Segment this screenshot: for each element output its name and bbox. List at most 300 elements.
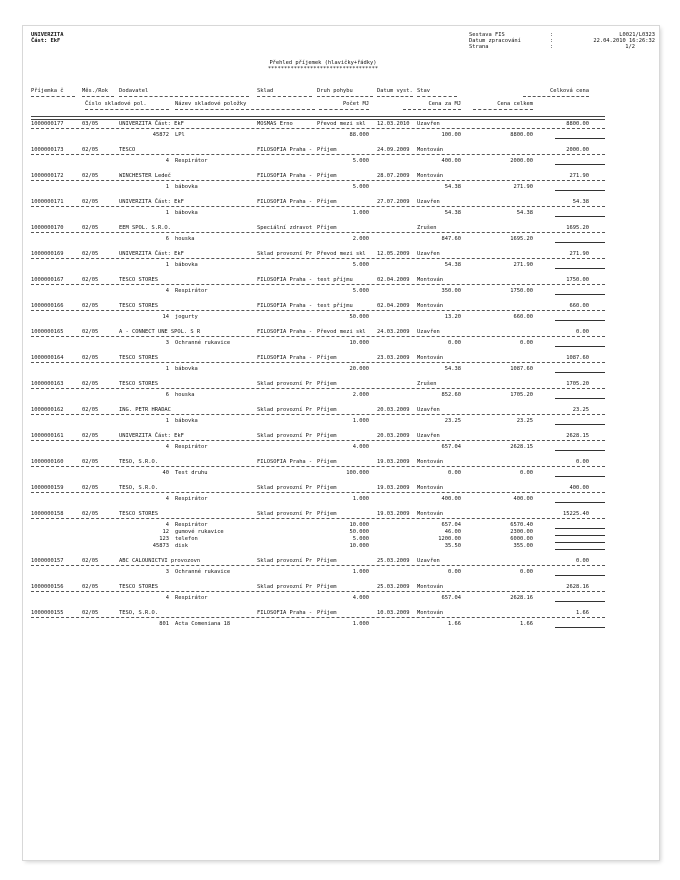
receipt-movement-type: Převod mezi skl bbox=[317, 251, 366, 257]
item-code: 14 bbox=[162, 314, 169, 320]
receipt-movement-type: Příjem bbox=[317, 199, 337, 205]
item-name: bábovka bbox=[175, 418, 198, 424]
item-unit-price: 54.38 bbox=[444, 262, 461, 268]
signature-line bbox=[555, 398, 605, 399]
receipt-movement-type: Příjem bbox=[317, 558, 337, 564]
receipt-supplier: ABC CALOUNICTVI provozovn bbox=[119, 558, 201, 564]
signature-line bbox=[555, 528, 605, 529]
receipt-movement-type: Příjem bbox=[317, 355, 337, 361]
signature-line bbox=[555, 164, 605, 165]
receipt-number: 1000000160 bbox=[31, 459, 64, 465]
receipt-movement-type: test příjmu bbox=[317, 277, 353, 283]
receipt-month-year: 02/05 bbox=[82, 225, 99, 231]
item-name: bábovka bbox=[175, 184, 198, 190]
header-underline bbox=[82, 96, 114, 97]
record-separator bbox=[31, 565, 605, 566]
receipt-number: 1000000172 bbox=[31, 173, 64, 179]
receipt-warehouse: FILOSOFIA Praha - bbox=[257, 459, 313, 465]
item-line-total: 400.00 bbox=[513, 496, 533, 502]
header-underline bbox=[31, 96, 75, 97]
item-unit-price: 350.00 bbox=[441, 288, 461, 294]
header-underline bbox=[417, 96, 457, 97]
receipt-total-price: 0.00 bbox=[576, 558, 589, 564]
item-unit-price: 35.50 bbox=[444, 543, 461, 549]
item-unit-price: 657.04 bbox=[441, 522, 461, 528]
item-name: telefon bbox=[175, 536, 198, 542]
item-quantity: 2.000 bbox=[352, 392, 369, 398]
receipt-status: Uzavřen bbox=[417, 199, 440, 205]
item-line-total: 271.90 bbox=[513, 184, 533, 190]
item-code: 1 bbox=[165, 262, 169, 268]
receipt-total-price: 400.00 bbox=[569, 485, 589, 491]
item-line-total: 271.90 bbox=[513, 262, 533, 268]
item-line-total: 660.00 bbox=[513, 314, 533, 320]
receipt-warehouse: Sklad provozní Pr bbox=[257, 485, 313, 491]
col-head-status: Stav bbox=[417, 88, 430, 94]
receipt-issue-date: 20.03.2009 bbox=[377, 433, 410, 439]
item-code: 12 bbox=[162, 529, 169, 535]
receipt-number: 1000000170 bbox=[31, 225, 64, 231]
item-quantity: 5.000 bbox=[352, 288, 369, 294]
item-line-total: 6570.40 bbox=[510, 522, 533, 528]
header-underline bbox=[175, 109, 315, 110]
header-double-rule bbox=[31, 116, 605, 120]
record-separator bbox=[31, 206, 605, 207]
header-underline bbox=[85, 109, 169, 110]
receipt-issue-date: 24.09.2009 bbox=[377, 147, 410, 153]
receipt-total-price: 23.25 bbox=[572, 407, 589, 413]
signature-line bbox=[555, 450, 605, 451]
item-quantity: 5.000 bbox=[352, 184, 369, 190]
receipt-issue-date: 19.03.2009 bbox=[377, 511, 410, 517]
meta-label-page: Strana bbox=[469, 44, 489, 50]
receipt-supplier: UNIVERZITA Část: EkF bbox=[119, 251, 184, 257]
item-name: disk bbox=[175, 543, 188, 549]
receipt-supplier: TESCO STORES bbox=[119, 277, 158, 283]
item-quantity: 10.000 bbox=[349, 543, 369, 549]
meta-colon: : bbox=[550, 44, 554, 50]
record-separator bbox=[31, 617, 605, 618]
record-separator bbox=[31, 414, 605, 415]
receipt-warehouse: Sklad provozní Pr bbox=[257, 407, 313, 413]
item-quantity: 4.000 bbox=[352, 595, 369, 601]
receipt-warehouse: FILOSOFIA Praha - bbox=[257, 355, 313, 361]
receipt-total-price: 1.66 bbox=[576, 610, 589, 616]
item-code: 123 bbox=[159, 536, 169, 542]
header-underline bbox=[403, 109, 461, 110]
item-line-total: 1705.20 bbox=[510, 392, 533, 398]
receipt-total-price: 2628.15 bbox=[566, 433, 589, 439]
receipt-movement-type: Příjem bbox=[317, 485, 337, 491]
header-underline bbox=[377, 96, 413, 97]
org-dept: Část: EkF bbox=[31, 38, 61, 44]
signature-line bbox=[555, 294, 605, 295]
col-head-supplier: Dodavatel bbox=[119, 88, 149, 94]
receipt-warehouse: Sklad provozní Pr bbox=[257, 433, 313, 439]
col-head-issue-date: Datum vyst. bbox=[377, 88, 413, 94]
receipt-total-price: 54.38 bbox=[572, 199, 589, 205]
receipt-total-price: 0.00 bbox=[576, 329, 589, 335]
signature-line bbox=[555, 138, 605, 139]
receipt-month-year: 02/05 bbox=[82, 199, 99, 205]
header-underline bbox=[319, 109, 369, 110]
receipt-movement-type: Příjem bbox=[317, 147, 337, 153]
item-name: houska bbox=[175, 392, 195, 398]
receipt-month-year: 02/05 bbox=[82, 329, 99, 335]
item-unit-price: 0.00 bbox=[448, 569, 461, 575]
item-quantity: 10.000 bbox=[349, 340, 369, 346]
receipt-number: 1000000162 bbox=[31, 407, 64, 413]
receipt-issue-date: 28.07.2009 bbox=[377, 173, 410, 179]
receipt-total-price: 1750.00 bbox=[566, 277, 589, 283]
receipt-month-year: 02/05 bbox=[82, 251, 99, 257]
receipt-supplier: ING. PETR HRADAC bbox=[119, 407, 171, 413]
receipt-number: 1000000166 bbox=[31, 303, 64, 309]
receipt-number: 1000000173 bbox=[31, 147, 64, 153]
record-separator bbox=[31, 492, 605, 493]
receipt-month-year: 03/05 bbox=[82, 121, 99, 127]
item-unit-price: 46.00 bbox=[444, 529, 461, 535]
receipt-supplier: UNIVERZITA Část: EkF bbox=[119, 121, 184, 127]
meta-processed-date: 22.04.2010 16:26:32 bbox=[593, 38, 655, 44]
receipt-month-year: 02/05 bbox=[82, 610, 99, 616]
receipt-supplier: A - CONNECT UNE SPOL. S R bbox=[119, 329, 201, 335]
signature-line bbox=[555, 601, 605, 602]
receipt-number: 1000000159 bbox=[31, 485, 64, 491]
item-unit-price: 847.60 bbox=[441, 236, 461, 242]
receipt-supplier: TESO, S.R.O. bbox=[119, 485, 158, 491]
receipt-total-price: 1695.20 bbox=[566, 225, 589, 231]
receipt-supplier: WINCHESTER Ledeč bbox=[119, 173, 171, 179]
record-separator bbox=[31, 180, 605, 181]
item-code: 4 bbox=[165, 595, 169, 601]
item-quantity: 88.000 bbox=[349, 132, 369, 138]
report-page bbox=[23, 26, 659, 860]
receipt-month-year: 02/05 bbox=[82, 407, 99, 413]
receipt-supplier: UNIVERZITA Část: EkF bbox=[119, 433, 184, 439]
col-head-item-name: Název skladové položky bbox=[175, 101, 247, 107]
header-underline bbox=[473, 109, 533, 110]
item-unit-price: 54.38 bbox=[444, 184, 461, 190]
signature-line bbox=[555, 476, 605, 477]
receipt-number: 1000000158 bbox=[31, 511, 64, 517]
receipt-status: Zrušen bbox=[417, 381, 437, 387]
item-name: jogurty bbox=[175, 314, 198, 320]
item-unit-price: 0.00 bbox=[448, 470, 461, 476]
signature-line bbox=[555, 535, 605, 536]
signature-line bbox=[555, 346, 605, 347]
item-line-total: 6000.00 bbox=[510, 536, 533, 542]
receipt-issue-date: 24.03.2009 bbox=[377, 329, 410, 335]
receipt-total-price: 15225.40 bbox=[563, 511, 589, 517]
item-code: 40 bbox=[162, 470, 169, 476]
col-head-quantity: Počet MJ bbox=[343, 101, 369, 107]
receipt-status: Uzavřen bbox=[417, 121, 440, 127]
col-head-month-year: Měs./Rok bbox=[82, 88, 108, 94]
signature-line bbox=[555, 424, 605, 425]
item-unit-price: 657.04 bbox=[441, 595, 461, 601]
record-separator bbox=[31, 284, 605, 285]
receipt-movement-type: Převod mezi skl bbox=[317, 329, 366, 335]
receipt-supplier: TESCO bbox=[119, 147, 136, 153]
receipt-movement-type: Příjem bbox=[317, 511, 337, 517]
item-line-total: 2628.16 bbox=[510, 595, 533, 601]
meta-label-date: Datum zpracování bbox=[469, 38, 521, 44]
receipt-total-price: 271.90 bbox=[569, 251, 589, 257]
receipt-month-year: 02/05 bbox=[82, 147, 99, 153]
receipt-warehouse: Sklad provozní Pr bbox=[257, 558, 313, 564]
item-code: 45873 bbox=[152, 543, 169, 549]
item-name: Test druhu bbox=[175, 470, 208, 476]
record-separator bbox=[31, 362, 605, 363]
receipt-supplier: EEM SPOL. S.R.O. bbox=[119, 225, 171, 231]
item-unit-price: 100.00 bbox=[441, 132, 461, 138]
receipt-supplier: TESCO STORES bbox=[119, 381, 158, 387]
item-unit-price: 852.60 bbox=[441, 392, 461, 398]
receipt-status: Montován bbox=[417, 584, 443, 590]
receipt-month-year: 02/05 bbox=[82, 459, 99, 465]
item-unit-price: 13.20 bbox=[444, 314, 461, 320]
receipt-month-year: 02/05 bbox=[82, 485, 99, 491]
item-line-total: 1087.60 bbox=[510, 366, 533, 372]
receipt-movement-type: Příjem bbox=[317, 433, 337, 439]
record-separator bbox=[31, 466, 605, 467]
receipt-issue-date: 20.03.2009 bbox=[377, 407, 410, 413]
item-line-total: 355.00 bbox=[513, 543, 533, 549]
item-code: 4 bbox=[165, 522, 169, 528]
header-underline bbox=[257, 96, 312, 97]
item-name: Acta Comeniana 18 bbox=[175, 621, 231, 627]
item-unit-price: 1.66 bbox=[448, 621, 461, 627]
item-code: 801 bbox=[159, 621, 169, 627]
item-quantity: 10.000 bbox=[349, 522, 369, 528]
receipt-number: 1000000167 bbox=[31, 277, 64, 283]
receipt-movement-type: Převod mezi skl bbox=[317, 121, 366, 127]
receipt-supplier: TESCO STORES bbox=[119, 303, 158, 309]
item-unit-price: 400.00 bbox=[441, 496, 461, 502]
item-code: 4 bbox=[165, 496, 169, 502]
receipt-warehouse: Sklad provozní Pr bbox=[257, 584, 313, 590]
item-name: Ochranné rukavice bbox=[175, 569, 231, 575]
receipt-supplier: TESO, S.R.O. bbox=[119, 459, 158, 465]
signature-line bbox=[555, 627, 605, 628]
signature-line bbox=[555, 320, 605, 321]
receipt-movement-type: Příjem bbox=[317, 610, 337, 616]
meta-page-number: 1/2 bbox=[625, 44, 635, 50]
record-separator bbox=[31, 258, 605, 259]
receipt-movement-type: test příjmu bbox=[317, 303, 353, 309]
receipt-total-price: 8800.00 bbox=[566, 121, 589, 127]
receipt-number: 1000000156 bbox=[31, 584, 64, 590]
receipt-number: 1000000155 bbox=[31, 610, 64, 616]
receipt-number: 1000000177 bbox=[31, 121, 64, 127]
signature-line bbox=[555, 372, 605, 373]
receipt-movement-type: Příjem bbox=[317, 407, 337, 413]
item-line-total: 2300.00 bbox=[510, 529, 533, 535]
receipt-movement-type: Příjem bbox=[317, 173, 337, 179]
receipt-month-year: 02/05 bbox=[82, 433, 99, 439]
receipt-issue-date: 23.03.2009 bbox=[377, 355, 410, 361]
receipt-total-price: 660.00 bbox=[569, 303, 589, 309]
signature-line bbox=[555, 575, 605, 576]
receipt-month-year: 02/05 bbox=[82, 381, 99, 387]
col-head-warehouse: Sklad bbox=[257, 88, 274, 94]
item-quantity: 4.000 bbox=[352, 444, 369, 450]
item-unit-price: 23.25 bbox=[444, 418, 461, 424]
receipt-movement-type: Příjem bbox=[317, 225, 337, 231]
item-name: LPl bbox=[175, 132, 185, 138]
receipt-status: Montován bbox=[417, 147, 443, 153]
item-quantity: 1.000 bbox=[352, 418, 369, 424]
item-quantity: 100.000 bbox=[346, 470, 369, 476]
item-code: 1 bbox=[165, 418, 169, 424]
receipt-month-year: 02/05 bbox=[82, 511, 99, 517]
receipt-warehouse: FILOSOFIA Praha - bbox=[257, 610, 313, 616]
receipt-total-price: 1705.20 bbox=[566, 381, 589, 387]
signature-line bbox=[555, 549, 605, 550]
receipt-month-year: 02/05 bbox=[82, 173, 99, 179]
item-quantity: 1.000 bbox=[352, 621, 369, 627]
receipt-warehouse: FILOSOFIA Praha - bbox=[257, 303, 313, 309]
item-line-total: 1695.20 bbox=[510, 236, 533, 242]
item-name: bábovka bbox=[175, 210, 198, 216]
item-code: 4 bbox=[165, 158, 169, 164]
signature-line bbox=[555, 216, 605, 217]
receipt-month-year: 02/05 bbox=[82, 558, 99, 564]
receipt-warehouse: FILOSOFIA Praha - bbox=[257, 277, 313, 283]
receipt-movement-type: Příjem bbox=[317, 584, 337, 590]
receipt-status: Montován bbox=[417, 355, 443, 361]
meta-report-id: L0021/L0323 bbox=[619, 32, 655, 38]
receipt-number: 1000000157 bbox=[31, 558, 64, 564]
item-name: Respirátor bbox=[175, 595, 208, 601]
receipt-issue-date: 10.03.2009 bbox=[377, 610, 410, 616]
receipt-number: 1000000164 bbox=[31, 355, 64, 361]
record-separator bbox=[31, 440, 605, 441]
item-quantity: 1.000 bbox=[352, 210, 369, 216]
receipt-issue-date: 19.03.2009 bbox=[377, 485, 410, 491]
item-name: Respirátor bbox=[175, 522, 208, 528]
item-line-total: 1750.00 bbox=[510, 288, 533, 294]
col-head-receipt-no: Příjemka č bbox=[31, 88, 64, 94]
receipt-month-year: 02/05 bbox=[82, 277, 99, 283]
receipt-number: 1000000161 bbox=[31, 433, 64, 439]
item-name: bábovka bbox=[175, 366, 198, 372]
item-name: Ochranné rukavice bbox=[175, 340, 231, 346]
receipt-number: 1000000169 bbox=[31, 251, 64, 257]
record-separator bbox=[31, 518, 605, 519]
item-line-total: 0.00 bbox=[520, 569, 533, 575]
receipt-warehouse: FILOSOFIA Praha - bbox=[257, 173, 313, 179]
receipt-month-year: 02/05 bbox=[82, 303, 99, 309]
signature-line bbox=[555, 268, 605, 269]
org-name: UNIVERZITA bbox=[31, 32, 64, 38]
receipt-issue-date: 02.04.2009 bbox=[377, 303, 410, 309]
item-code: 4 bbox=[165, 444, 169, 450]
receipt-warehouse: MOSMAS Erno bbox=[257, 121, 293, 127]
report-title: Přehled příjemek (hlavičky+řádky) bbox=[269, 60, 377, 66]
receipt-warehouse: FILOSOFIA Praha - bbox=[257, 147, 313, 153]
receipt-supplier: TESO, S.R.O. bbox=[119, 610, 158, 616]
receipt-number: 1000000163 bbox=[31, 381, 64, 387]
record-separator bbox=[31, 336, 605, 337]
item-quantity: 1.000 bbox=[352, 569, 369, 575]
item-unit-price: 1200.00 bbox=[438, 536, 461, 542]
receipt-warehouse: FILOSOFIA Praha - bbox=[257, 329, 313, 335]
receipt-status: Montován bbox=[417, 610, 443, 616]
item-name: Respirátor bbox=[175, 496, 208, 502]
receipt-month-year: 02/05 bbox=[82, 355, 99, 361]
item-code: 1 bbox=[165, 366, 169, 372]
col-head-total-price: Celková cena bbox=[550, 88, 589, 94]
receipt-warehouse: FILOSOFIA Praha - bbox=[257, 199, 313, 205]
receipt-supplier: TESCO STORES bbox=[119, 584, 158, 590]
item-unit-price: 400.00 bbox=[441, 158, 461, 164]
record-separator bbox=[31, 591, 605, 592]
item-name: Respirátor bbox=[175, 444, 208, 450]
receipt-status: Zrušen bbox=[417, 225, 437, 231]
receipt-status: Uzavřen bbox=[417, 558, 440, 564]
receipt-status: Montován bbox=[417, 459, 443, 465]
item-unit-price: 54.38 bbox=[444, 366, 461, 372]
receipt-number: 1000000171 bbox=[31, 199, 64, 205]
record-separator bbox=[31, 128, 605, 129]
item-line-total: 2000.00 bbox=[510, 158, 533, 164]
signature-line bbox=[555, 502, 605, 503]
item-line-total: 54.38 bbox=[516, 210, 533, 216]
col-head-item-code: Číslo skladové pol. bbox=[85, 101, 147, 107]
item-code: 6 bbox=[165, 236, 169, 242]
receipt-status: Montován bbox=[417, 173, 443, 179]
receipt-issue-date: 12.03.2010 bbox=[377, 121, 410, 127]
header-underline bbox=[317, 96, 373, 97]
receipt-issue-date: 27.07.2009 bbox=[377, 199, 410, 205]
receipt-total-price: 271.90 bbox=[569, 173, 589, 179]
item-quantity: 5.000 bbox=[352, 536, 369, 542]
receipt-issue-date: 19.03.2009 bbox=[377, 459, 410, 465]
receipt-issue-date: 25.03.2009 bbox=[377, 584, 410, 590]
receipt-status: Montován bbox=[417, 303, 443, 309]
receipt-total-price: 2628.16 bbox=[566, 584, 589, 590]
item-line-total: 0.00 bbox=[520, 470, 533, 476]
item-name: bábovka bbox=[175, 262, 198, 268]
item-line-total: 2628.15 bbox=[510, 444, 533, 450]
item-unit-price: 657.04 bbox=[441, 444, 461, 450]
item-name: houska bbox=[175, 236, 195, 242]
item-line-total: 1.66 bbox=[520, 621, 533, 627]
receipt-warehouse: Sklad provozní Pr bbox=[257, 381, 313, 387]
receipt-warehouse: Sklad provozní Pr bbox=[257, 251, 313, 257]
meta-label-report: Sestava FIS bbox=[469, 32, 505, 38]
header-underline bbox=[119, 96, 249, 97]
receipt-movement-type: Příjem bbox=[317, 381, 337, 387]
receipt-status: Uzavřen bbox=[417, 433, 440, 439]
item-code: 4 bbox=[165, 288, 169, 294]
record-separator bbox=[31, 154, 605, 155]
receipt-supplier: TESCO STORES bbox=[119, 355, 158, 361]
col-head-movement-type: Druh pohybu bbox=[317, 88, 353, 94]
receipt-issue-date: 02.04.2009 bbox=[377, 277, 410, 283]
receipt-total-price: 1087.60 bbox=[566, 355, 589, 361]
receipt-issue-date: 12.05.2009 bbox=[377, 251, 410, 257]
meta-colon: : bbox=[550, 32, 554, 38]
report-title-underline: ********************************** bbox=[267, 66, 379, 72]
item-code: 1 bbox=[165, 210, 169, 216]
item-code: 3 bbox=[165, 569, 169, 575]
receipt-supplier: TESCO STORES bbox=[119, 511, 158, 517]
receipt-warehouse: Speciální zdravot bbox=[257, 225, 313, 231]
col-head-unit-price: Cena za MJ bbox=[428, 101, 461, 107]
